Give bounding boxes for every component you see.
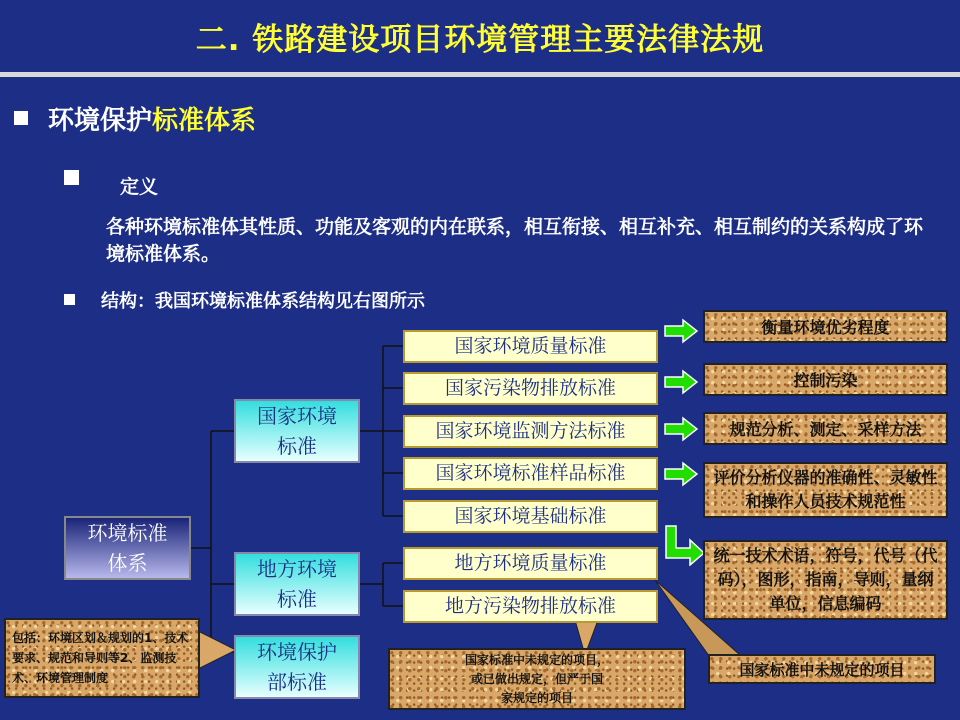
ministry-standard-box bbox=[234, 635, 360, 699]
description-box: 规范分析、测定、采样方法 bbox=[703, 412, 948, 445]
description-box: 衡量环境优劣程度 bbox=[703, 310, 948, 343]
ministry-line1: 环境保护 bbox=[257, 640, 337, 664]
national-standard-item: 国家环境基础标准 bbox=[403, 500, 658, 533]
national-standard-box bbox=[234, 399, 360, 463]
root-node-box bbox=[64, 516, 191, 580]
local-line2: 标准 bbox=[277, 587, 317, 611]
local-callout bbox=[388, 648, 686, 710]
description-box: 统一技术术语，符号，代号（代码），图形，指南，导则，量纲单位，信息编码 bbox=[703, 540, 948, 620]
arrow-right-icon bbox=[663, 416, 699, 442]
ministry-callout: 包括：环境区划＆规划的1、技术要求、规范和导则等2、监测技术、环境管理制度 bbox=[4, 618, 200, 698]
arrow-bent-right-icon bbox=[664, 522, 708, 566]
root-line2: 体系 bbox=[107, 551, 148, 575]
arrow-right-icon bbox=[663, 369, 699, 395]
structure-text: 结构：我国环境标准体系结构见右图所示 bbox=[101, 291, 425, 312]
ministry-callout-pointer bbox=[196, 630, 236, 670]
root-line1: 环境标准 bbox=[87, 521, 168, 545]
section-heading-highlight: 标准体系 bbox=[152, 106, 257, 136]
description-box: 评价分析仪器的准确性、灵敏性和操作人员技术规范性 bbox=[703, 462, 948, 518]
local-callout-line: 或已做出规定，但严于国 bbox=[470, 671, 603, 686]
local-standard-item: 地方环境质量标准 bbox=[403, 547, 658, 580]
section-heading-prefix: 环境保护 bbox=[48, 106, 153, 136]
national-standard-item: 国家环境质量标准 bbox=[403, 330, 658, 363]
national-line2: 标准 bbox=[277, 434, 317, 458]
definition-label: 定义 bbox=[120, 176, 159, 198]
arrow-right-icon bbox=[663, 318, 699, 344]
national-standard-item: 国家环境标准样品标准 bbox=[403, 457, 658, 490]
root-node-label bbox=[88, 518, 168, 578]
arrow-right-icon bbox=[663, 461, 699, 487]
local-callout-line: 家规定的项目 bbox=[500, 690, 573, 705]
local-line1: 地方环境 bbox=[257, 557, 337, 581]
slide-title: 二. 铁路建设项目环境管理主要法律法规 bbox=[195, 22, 765, 58]
national-standard-item: 国家环境监测方法标准 bbox=[403, 415, 658, 448]
local-callout2: 国家标准中未规定的项目 bbox=[708, 654, 936, 684]
description-box: 控制污染 bbox=[703, 363, 948, 396]
definition-text: 各种环境标准体其性质、功能及客观的内在联系，相互衔接、相互补充、相互制约的关系构成了环境标准体系。 bbox=[106, 216, 924, 265]
ministry-line2: 部标准 bbox=[267, 670, 327, 694]
national-line1: 国家环境 bbox=[257, 404, 337, 428]
national-standard-item: 国家污染物排放标准 bbox=[403, 372, 658, 405]
local-standard-item: 地方污染物排放标准 bbox=[403, 590, 658, 623]
local-callout-line: 国家标准中未规定的项目， bbox=[464, 652, 609, 667]
local-standard-box bbox=[234, 552, 360, 616]
